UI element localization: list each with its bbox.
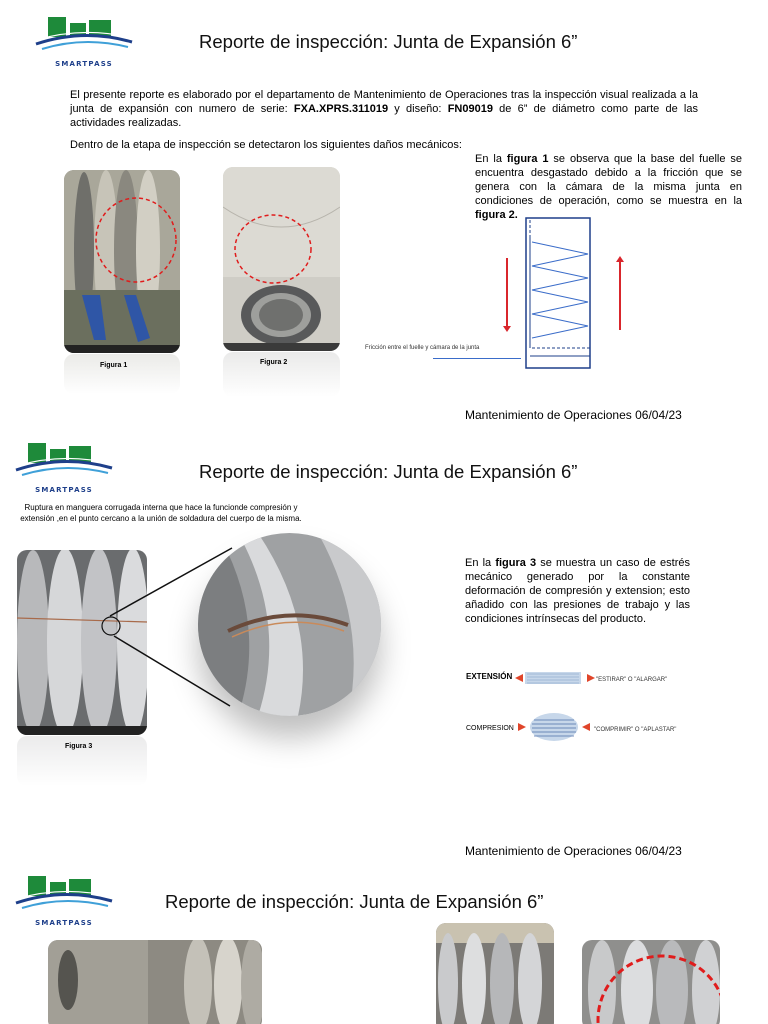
figure3-ref: figura 3 — [495, 557, 537, 569]
compression-graphic — [518, 712, 590, 742]
design-code: FN09019 — [447, 103, 493, 115]
figure1-caption: Figura 1 — [100, 362, 128, 369]
figure2-ref: figura 2. — [475, 209, 518, 221]
page3-photo-middle — [436, 923, 554, 1024]
figure1-reflection — [64, 354, 180, 394]
figure1-description — [475, 152, 742, 222]
smartpass-logo — [14, 440, 114, 494]
extension-label: EXTENSIÓN — [466, 672, 513, 681]
page3-photo-left — [48, 940, 262, 1024]
extension-graphic — [515, 668, 595, 688]
extension-description: "ESTIRAR" O "ALARGAR" — [596, 677, 668, 683]
report-page-2 — [0, 430, 768, 870]
desc-text: En la — [465, 557, 496, 569]
figure1-photo — [64, 170, 180, 353]
page1-footer: Mantenimiento de Operaciones 06/04/23 — [465, 408, 682, 422]
friction-label: Fricción entre el fuelle y cámara de la junta — [365, 345, 480, 351]
rupture-description: Ruptura en manguera corrugada interna que hace la funcionde compresión y extensión ,en el punto cercano a la unión de soldadura del cuerpo de la misma. — [20, 503, 302, 523]
desc-text: se observa que la base del fuelle se encuentra desgastado debido a la fricción que se genera con la cámara de la misma junta en condiciones de operación, como se muestra en la — [475, 153, 743, 207]
logo-text: SMARTPASS — [35, 919, 93, 927]
up-arrow-head — [616, 256, 624, 262]
zoom-detail-photo — [198, 533, 381, 716]
down-arrow — [506, 258, 508, 328]
compression-description: "COMPRIMIR" O "APLASTAR" — [594, 727, 677, 733]
page-title: Reporte de inspección: Junta de Expansión 6” — [199, 31, 578, 52]
serial-number: FXA.XPRS.311019 — [293, 103, 389, 115]
page3-photo-right — [582, 940, 720, 1024]
figure2-photo — [223, 167, 340, 351]
smartpass-logo — [34, 14, 134, 68]
friction-pointer — [433, 358, 521, 359]
figure1-ref: figura 1 — [506, 153, 549, 165]
smartpass-logo — [14, 873, 114, 927]
report-page-1 — [0, 0, 768, 430]
report-page-3 — [0, 865, 768, 1024]
page-title: Reporte de inspección: Junta de Expansión 6” — [199, 461, 578, 482]
desc-text: se muestra un caso de estrés mecánico generado por la constante deformación de compresión y extension; esto añadido con las presiones de trabajo y las condiciones intrínsecas del producto. — [465, 557, 691, 625]
logo-graphic-icon — [14, 440, 114, 486]
page2-footer: Mantenimiento de Operaciones 06/04/23 — [465, 844, 682, 858]
bellows-diagram — [520, 216, 600, 372]
logo-graphic-icon — [34, 14, 134, 60]
up-arrow — [619, 262, 621, 330]
logo-text: SMARTPASS — [35, 486, 93, 494]
logo-graphic-icon — [14, 873, 114, 919]
figure3-description — [465, 556, 690, 626]
intro-text: El presente reporte es elaborado por el departamento de Mantenimiento de Operaciones tras la inspección visual realizada a la junta de expansión con numero de serie: — [70, 89, 698, 115]
figure2-caption: Figura 2 — [260, 359, 288, 366]
desc-text: En la — [475, 153, 507, 165]
compression-label: COMPRESION — [466, 725, 514, 732]
logo-text: SMARTPASS — [55, 60, 113, 68]
intro-text: y diseño: — [388, 103, 448, 115]
damages-intro: Dentro de la etapa de inspección se detectaron los siguientes daños mecánicos: — [70, 139, 462, 151]
intro-text: de 6” de diámetro como parte de las actividades realizadas. — [70, 103, 698, 129]
figure3-caption: Figura 3 — [65, 743, 93, 750]
intro-paragraph — [70, 88, 698, 130]
page-title: Reporte de inspección: Junta de Expansión 6” — [165, 891, 544, 912]
down-arrow-head — [503, 326, 511, 332]
